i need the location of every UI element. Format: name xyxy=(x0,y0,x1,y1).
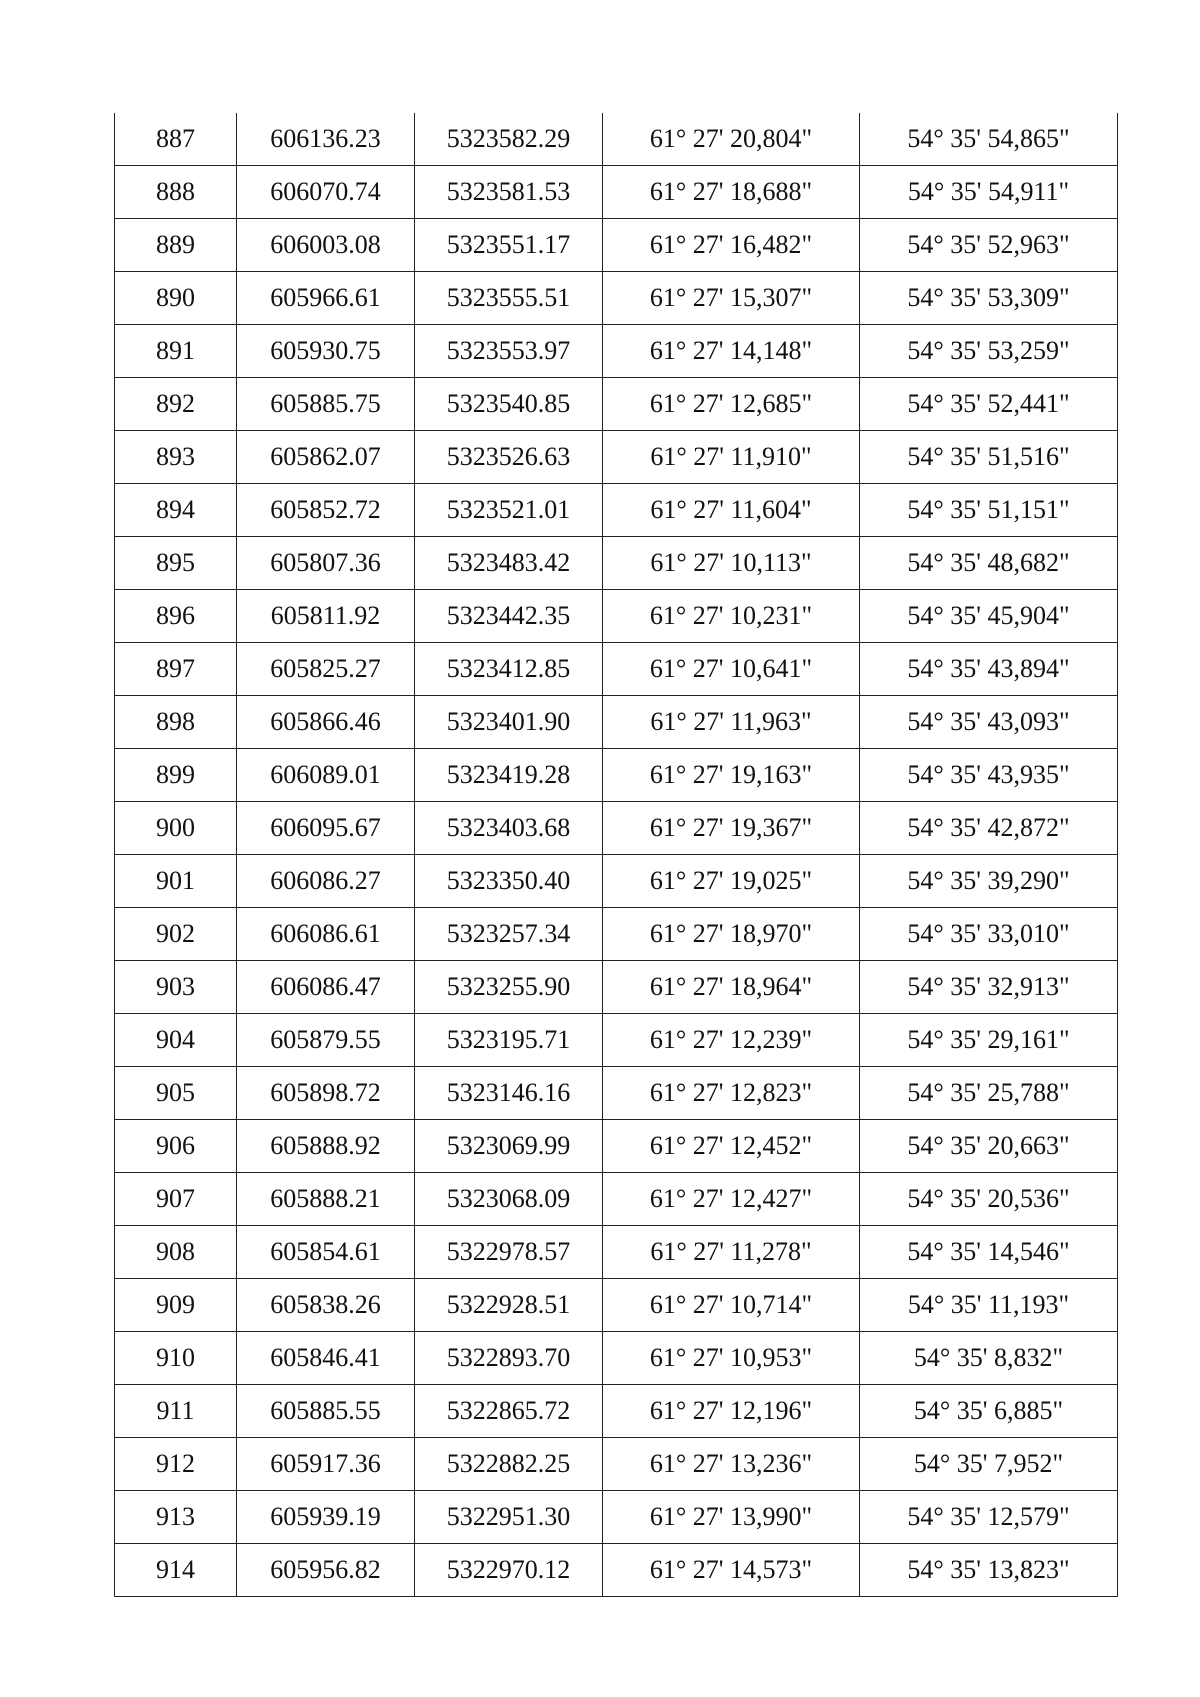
longitude-cell: 61° 27' 11,278" xyxy=(603,1226,860,1279)
y-coordinate-cell: 5322865.72 xyxy=(415,1385,603,1438)
table-row xyxy=(115,855,1118,908)
latitude-cell: 54° 35' 45,904" xyxy=(860,590,1118,643)
longitude-cell: 61° 27' 13,990" xyxy=(603,1491,860,1544)
point-number-cell: 902 xyxy=(115,908,237,961)
point-number-cell: 903 xyxy=(115,961,237,1014)
table-row xyxy=(115,749,1118,802)
table-row xyxy=(115,1014,1118,1067)
latitude-cell: 54° 35' 52,441" xyxy=(860,378,1118,431)
longitude-cell: 61° 27' 20,804" xyxy=(603,113,860,166)
point-number-cell: 911 xyxy=(115,1385,237,1438)
y-coordinate-cell: 5323555.51 xyxy=(415,272,603,325)
longitude-cell: 61° 27' 19,025" xyxy=(603,855,860,908)
table-row xyxy=(115,1173,1118,1226)
latitude-cell: 54° 35' 6,885" xyxy=(860,1385,1118,1438)
x-coordinate-cell: 605852.72 xyxy=(237,484,415,537)
point-number-cell: 914 xyxy=(115,1544,237,1597)
latitude-cell: 54° 35' 54,865" xyxy=(860,113,1118,166)
longitude-cell: 61° 27' 18,688" xyxy=(603,166,860,219)
latitude-cell: 54° 35' 43,894" xyxy=(860,643,1118,696)
table-row xyxy=(115,1332,1118,1385)
longitude-cell: 61° 27' 19,367" xyxy=(603,802,860,855)
x-coordinate-cell: 606136.23 xyxy=(237,113,415,166)
table-row xyxy=(115,643,1118,696)
y-coordinate-cell: 5323403.68 xyxy=(415,802,603,855)
latitude-cell: 54° 35' 20,663" xyxy=(860,1120,1118,1173)
longitude-cell: 61° 27' 14,573" xyxy=(603,1544,860,1597)
y-coordinate-cell: 5322882.25 xyxy=(415,1438,603,1491)
longitude-cell: 61° 27' 12,823" xyxy=(603,1067,860,1120)
table-row xyxy=(115,219,1118,272)
y-coordinate-cell: 5323521.01 xyxy=(415,484,603,537)
point-number-cell: 899 xyxy=(115,749,237,802)
point-number-cell: 907 xyxy=(115,1173,237,1226)
point-number-cell: 894 xyxy=(115,484,237,537)
longitude-cell: 61° 27' 12,685" xyxy=(603,378,860,431)
table-row xyxy=(115,908,1118,961)
x-coordinate-cell: 605854.61 xyxy=(237,1226,415,1279)
point-number-cell: 887 xyxy=(115,113,237,166)
point-number-cell: 888 xyxy=(115,166,237,219)
latitude-cell: 54° 35' 7,952" xyxy=(860,1438,1118,1491)
y-coordinate-cell: 5323412.85 xyxy=(415,643,603,696)
latitude-cell: 54° 35' 25,788" xyxy=(860,1067,1118,1120)
latitude-cell: 54° 35' 14,546" xyxy=(860,1226,1118,1279)
x-coordinate-cell: 606086.61 xyxy=(237,908,415,961)
latitude-cell: 54° 35' 53,259" xyxy=(860,325,1118,378)
point-number-cell: 908 xyxy=(115,1226,237,1279)
x-coordinate-cell: 605862.07 xyxy=(237,431,415,484)
x-coordinate-cell: 605879.55 xyxy=(237,1014,415,1067)
latitude-cell: 54° 35' 33,010" xyxy=(860,908,1118,961)
y-coordinate-cell: 5323401.90 xyxy=(415,696,603,749)
x-coordinate-cell: 606089.01 xyxy=(237,749,415,802)
latitude-cell: 54° 35' 20,536" xyxy=(860,1173,1118,1226)
y-coordinate-cell: 5323350.40 xyxy=(415,855,603,908)
table-row xyxy=(115,1385,1118,1438)
coordinates-table xyxy=(114,113,1118,1597)
latitude-cell: 54° 35' 32,913" xyxy=(860,961,1118,1014)
longitude-cell: 61° 27' 19,163" xyxy=(603,749,860,802)
point-number-cell: 901 xyxy=(115,855,237,908)
y-coordinate-cell: 5323068.09 xyxy=(415,1173,603,1226)
latitude-cell: 54° 35' 52,963" xyxy=(860,219,1118,272)
longitude-cell: 61° 27' 10,953" xyxy=(603,1332,860,1385)
latitude-cell: 54° 35' 43,935" xyxy=(860,749,1118,802)
table-row xyxy=(115,378,1118,431)
longitude-cell: 61° 27' 18,970" xyxy=(603,908,860,961)
point-number-cell: 900 xyxy=(115,802,237,855)
x-coordinate-cell: 605885.55 xyxy=(237,1385,415,1438)
point-number-cell: 898 xyxy=(115,696,237,749)
latitude-cell: 54° 35' 13,823" xyxy=(860,1544,1118,1597)
x-coordinate-cell: 606086.27 xyxy=(237,855,415,908)
y-coordinate-cell: 5323419.28 xyxy=(415,749,603,802)
point-number-cell: 906 xyxy=(115,1120,237,1173)
x-coordinate-cell: 605885.75 xyxy=(237,378,415,431)
table-row xyxy=(115,802,1118,855)
longitude-cell: 61° 27' 12,196" xyxy=(603,1385,860,1438)
y-coordinate-cell: 5323483.42 xyxy=(415,537,603,590)
latitude-cell: 54° 35' 39,290" xyxy=(860,855,1118,908)
longitude-cell: 61° 27' 12,452" xyxy=(603,1120,860,1173)
x-coordinate-cell: 605846.41 xyxy=(237,1332,415,1385)
longitude-cell: 61° 27' 11,604" xyxy=(603,484,860,537)
longitude-cell: 61° 27' 13,236" xyxy=(603,1438,860,1491)
x-coordinate-cell: 605866.46 xyxy=(237,696,415,749)
table-row xyxy=(115,961,1118,1014)
x-coordinate-cell: 605888.21 xyxy=(237,1173,415,1226)
longitude-cell: 61° 27' 10,113" xyxy=(603,537,860,590)
point-number-cell: 896 xyxy=(115,590,237,643)
y-coordinate-cell: 5322978.57 xyxy=(415,1226,603,1279)
latitude-cell: 54° 35' 48,682" xyxy=(860,537,1118,590)
x-coordinate-cell: 605898.72 xyxy=(237,1067,415,1120)
longitude-cell: 61° 27' 18,964" xyxy=(603,961,860,1014)
x-coordinate-cell: 605939.19 xyxy=(237,1491,415,1544)
x-coordinate-cell: 605825.27 xyxy=(237,643,415,696)
longitude-cell: 61° 27' 15,307" xyxy=(603,272,860,325)
point-number-cell: 912 xyxy=(115,1438,237,1491)
x-coordinate-cell: 605956.82 xyxy=(237,1544,415,1597)
table-row xyxy=(115,537,1118,590)
x-coordinate-cell: 606070.74 xyxy=(237,166,415,219)
latitude-cell: 54° 35' 51,151" xyxy=(860,484,1118,537)
x-coordinate-cell: 605807.36 xyxy=(237,537,415,590)
x-coordinate-cell: 605917.36 xyxy=(237,1438,415,1491)
y-coordinate-cell: 5323442.35 xyxy=(415,590,603,643)
point-number-cell: 910 xyxy=(115,1332,237,1385)
longitude-cell: 61° 27' 16,482" xyxy=(603,219,860,272)
y-coordinate-cell: 5323553.97 xyxy=(415,325,603,378)
longitude-cell: 61° 27' 10,231" xyxy=(603,590,860,643)
longitude-cell: 61° 27' 10,641" xyxy=(603,643,860,696)
x-coordinate-cell: 605966.61 xyxy=(237,272,415,325)
point-number-cell: 913 xyxy=(115,1491,237,1544)
coordinates-table-body xyxy=(115,113,1118,1597)
latitude-cell: 54° 35' 29,161" xyxy=(860,1014,1118,1067)
table-row xyxy=(115,1544,1118,1597)
latitude-cell: 54° 35' 42,872" xyxy=(860,802,1118,855)
latitude-cell: 54° 35' 43,093" xyxy=(860,696,1118,749)
x-coordinate-cell: 605838.26 xyxy=(237,1279,415,1332)
longitude-cell: 61° 27' 12,427" xyxy=(603,1173,860,1226)
x-coordinate-cell: 605811.92 xyxy=(237,590,415,643)
latitude-cell: 54° 35' 8,832" xyxy=(860,1332,1118,1385)
longitude-cell: 61° 27' 11,910" xyxy=(603,431,860,484)
point-number-cell: 892 xyxy=(115,378,237,431)
y-coordinate-cell: 5322893.70 xyxy=(415,1332,603,1385)
y-coordinate-cell: 5323551.17 xyxy=(415,219,603,272)
table-row xyxy=(115,325,1118,378)
point-number-cell: 889 xyxy=(115,219,237,272)
table-row xyxy=(115,1491,1118,1544)
longitude-cell: 61° 27' 14,148" xyxy=(603,325,860,378)
point-number-cell: 893 xyxy=(115,431,237,484)
y-coordinate-cell: 5322951.30 xyxy=(415,1491,603,1544)
table-row xyxy=(115,272,1118,325)
table-row xyxy=(115,431,1118,484)
latitude-cell: 54° 35' 54,911" xyxy=(860,166,1118,219)
table-row xyxy=(115,1226,1118,1279)
point-number-cell: 891 xyxy=(115,325,237,378)
y-coordinate-cell: 5323540.85 xyxy=(415,378,603,431)
point-number-cell: 904 xyxy=(115,1014,237,1067)
latitude-cell: 54° 35' 12,579" xyxy=(860,1491,1118,1544)
point-number-cell: 890 xyxy=(115,272,237,325)
table-row xyxy=(115,1438,1118,1491)
y-coordinate-cell: 5322970.12 xyxy=(415,1544,603,1597)
latitude-cell: 54° 35' 51,516" xyxy=(860,431,1118,484)
table-row xyxy=(115,1279,1118,1332)
table-row xyxy=(115,166,1118,219)
point-number-cell: 905 xyxy=(115,1067,237,1120)
table-row xyxy=(115,590,1118,643)
y-coordinate-cell: 5323257.34 xyxy=(415,908,603,961)
y-coordinate-cell: 5322928.51 xyxy=(415,1279,603,1332)
y-coordinate-cell: 5323582.29 xyxy=(415,113,603,166)
y-coordinate-cell: 5323195.71 xyxy=(415,1014,603,1067)
y-coordinate-cell: 5323146.16 xyxy=(415,1067,603,1120)
longitude-cell: 61° 27' 12,239" xyxy=(603,1014,860,1067)
y-coordinate-cell: 5323526.63 xyxy=(415,431,603,484)
x-coordinate-cell: 606086.47 xyxy=(237,961,415,1014)
x-coordinate-cell: 606003.08 xyxy=(237,219,415,272)
table-row xyxy=(115,484,1118,537)
longitude-cell: 61° 27' 11,963" xyxy=(603,696,860,749)
latitude-cell: 54° 35' 53,309" xyxy=(860,272,1118,325)
x-coordinate-cell: 606095.67 xyxy=(237,802,415,855)
x-coordinate-cell: 605888.92 xyxy=(237,1120,415,1173)
x-coordinate-cell: 605930.75 xyxy=(237,325,415,378)
y-coordinate-cell: 5323581.53 xyxy=(415,166,603,219)
table-row xyxy=(115,1067,1118,1120)
y-coordinate-cell: 5323069.99 xyxy=(415,1120,603,1173)
y-coordinate-cell: 5323255.90 xyxy=(415,961,603,1014)
table-row xyxy=(115,1120,1118,1173)
latitude-cell: 54° 35' 11,193" xyxy=(860,1279,1118,1332)
table-row xyxy=(115,113,1118,166)
point-number-cell: 895 xyxy=(115,537,237,590)
longitude-cell: 61° 27' 10,714" xyxy=(603,1279,860,1332)
point-number-cell: 897 xyxy=(115,643,237,696)
point-number-cell: 909 xyxy=(115,1279,237,1332)
table-row xyxy=(115,696,1118,749)
